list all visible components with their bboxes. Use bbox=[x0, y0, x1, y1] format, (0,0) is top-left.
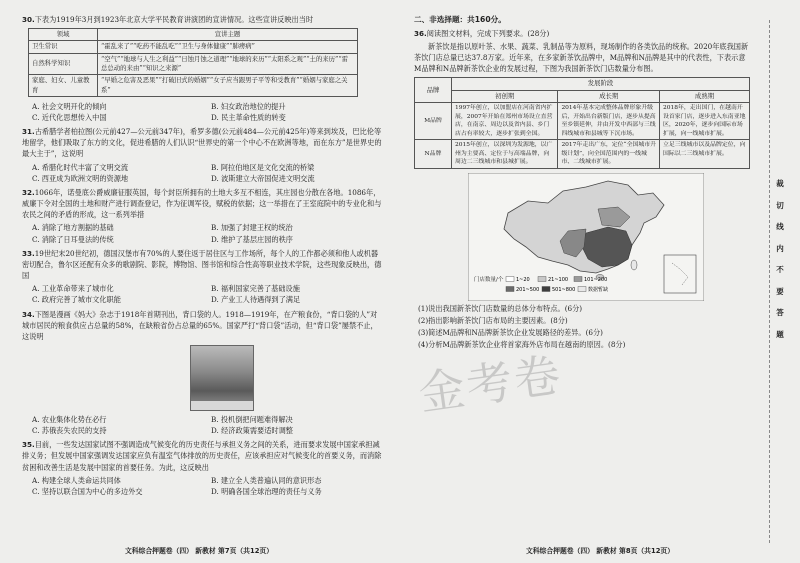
question-31 bbox=[22, 126, 382, 159]
section-title: 二、非选择题：共160分。 bbox=[414, 15, 506, 24]
options bbox=[32, 101, 382, 123]
question-number: 32. bbox=[22, 187, 35, 197]
table-cell: 家庭、妇女、儿童教育 bbox=[29, 75, 98, 97]
question-number: 33. bbox=[22, 248, 35, 258]
options bbox=[32, 162, 382, 184]
table-header-row bbox=[415, 90, 750, 102]
question-intro: 阅读图文材料，完成下列要求。(28分) bbox=[426, 28, 550, 38]
question-stem: 1066年，诺曼底公爵威廉征服英国，每个封臣所拥有的土地大多互不相连，其庄园也分散在各地。1086年，威廉下令对全国的土地和财产进行调查登记，作为征调军役，赋税的依据；这一举措在了王室庭院中的专业化和与农民之间的矛盾的形成，这一系列举措 bbox=[22, 187, 382, 220]
option: C. 坚持以联合国为中心的多边外交 bbox=[32, 486, 143, 496]
side-char: 线 bbox=[776, 222, 784, 231]
brand-development-table bbox=[414, 77, 750, 169]
table-header-cell: 领域 bbox=[29, 29, 98, 41]
question-32 bbox=[22, 187, 382, 220]
options bbox=[32, 222, 382, 244]
store-distribution-map bbox=[468, 173, 704, 301]
question-33 bbox=[22, 248, 382, 281]
question-stem: 下表为1919年3月到1923年北京大学平民教育讲演团的宣讲情况。这些宣讲反映出当时 bbox=[34, 15, 314, 24]
option: D. 民主革命性质的转变 bbox=[211, 113, 286, 122]
option: C. 近代化思想传入中国 bbox=[32, 113, 107, 122]
table-row bbox=[415, 102, 750, 139]
option: D. 波斯建立大帝国促进文明交流 bbox=[211, 173, 315, 183]
table-cell: M品牌 bbox=[415, 102, 452, 139]
option: D. 产业工人待遇得到了满足 bbox=[211, 295, 301, 305]
option: B. 阿拉伯地区是文化交流的桥梁 bbox=[211, 162, 315, 172]
side-char: 要 bbox=[776, 286, 784, 296]
side-char: 切 bbox=[776, 200, 784, 210]
question-number: 36. bbox=[414, 28, 427, 38]
sub-question: (1)说出我国新茶饮门店数量的总体分布特点。(6分) bbox=[418, 303, 583, 313]
option: D. 维护了基层庄园的秩序 bbox=[211, 234, 293, 244]
table-row bbox=[29, 75, 358, 97]
table-cell: 2015年创立，以深圳为发源地，以广州为主要高、定位于与高端品牌，向周边二三线城市和县城扩展。 bbox=[452, 140, 558, 169]
photo-caption-strip bbox=[191, 400, 253, 410]
question-number: 31. bbox=[22, 127, 35, 137]
option: A. 消除了地方割据的基础 bbox=[32, 223, 114, 233]
question-stem: 下图是漫画《妈大》杂志于1918年首期刊出，背口袋的人。1918—1919年，在产粮食份，“背口袋的人”对城市居民的粮食供应占总量的58%，在缺粮省份占总量的65%。国家严打“背口袋”活动，但“背口袋”屡禁不止，这说明 bbox=[22, 309, 378, 341]
legend-label: 数据暂缺 bbox=[588, 286, 609, 293]
side-char: 题 bbox=[776, 329, 784, 339]
legend-label: 201~500 bbox=[516, 286, 540, 293]
side-char: 裁 bbox=[776, 179, 784, 188]
page-footer: 文科综合押题卷（四） 新教材 第7页（共12页） bbox=[124, 547, 274, 556]
option: C. 西亚成为欧洲文明的资源地 bbox=[32, 173, 129, 183]
table-cell: 2018年，走出国门，在越南开设首家门店，逐步进入东南亚地区，2020年，逐步向国际市场扩展，向一线城市扩展。 bbox=[660, 102, 750, 139]
lecture-table bbox=[28, 28, 358, 97]
table-cell: 2014年基本完成整体品牌形象升级后，开始出台新版门店，逐步从提高至乡镇延伸，并由开发中西部与三线四线城市和县城等下沉市场。 bbox=[558, 102, 660, 139]
side-char: 答 bbox=[776, 308, 784, 317]
legend-swatch bbox=[538, 276, 546, 281]
table-header-cell: 发展阶段 bbox=[452, 78, 750, 90]
option: C. 政府完善了城市文化职能 bbox=[32, 295, 121, 305]
legend-label: 501~800 bbox=[552, 286, 576, 293]
question-stem: 19世纪末20世纪初，德国汉堡市有70%的人要住返于居住区与工作场所，每个人的工作都必须和他人或机器密切配合，鲁尔区还配有众多的歌剧院、影院，博物馆、图书馆和综合性高等职业技术学院，这些现象反映出，德国 bbox=[22, 248, 382, 281]
table-header-cell: 初创期 bbox=[452, 90, 558, 102]
table-cell: 立足三线城市以及品牌定位，向国际以二三线城市扩展。 bbox=[660, 140, 750, 169]
taiwan-shape bbox=[631, 260, 637, 270]
legend-label: 21~100 bbox=[548, 276, 569, 283]
option: C. 苏俄丧失农民的支持 bbox=[32, 426, 107, 436]
watermark: 金考卷 bbox=[415, 347, 566, 421]
option: D. 明确各国全球治理的责任与义务 bbox=[211, 486, 322, 496]
table-cell: “早婚之危害及恶果”“打破旧式的婚姻”“女子应当跟男子平等和受教育”“婚姻与家庭之关系” bbox=[98, 75, 358, 97]
side-char: 内 bbox=[776, 243, 784, 253]
historical-photo bbox=[190, 345, 254, 411]
question-35 bbox=[22, 439, 382, 472]
legend-title: 门店数量/个 bbox=[474, 276, 504, 283]
option: B. 加强了封建王权的统治 bbox=[211, 223, 293, 233]
right-page bbox=[400, 0, 800, 563]
page-footer: 文科综合押题卷（四） 新教材 第8页（共12页） bbox=[525, 547, 675, 556]
cut-line bbox=[769, 20, 770, 543]
sub-question: (4)分析M品牌新茶饮企业将首家海外店布局在越南的原因。(8分) bbox=[418, 340, 626, 350]
table-header-cell: 成长期 bbox=[558, 90, 660, 102]
legend-label: 101~200 bbox=[584, 276, 608, 283]
option: B. 福利国家完善了基础设施 bbox=[211, 284, 300, 294]
table-header-cell: 宣讲主题 bbox=[98, 29, 358, 41]
south-sea-inset bbox=[664, 255, 696, 293]
table-row bbox=[29, 53, 358, 75]
option: B. 建立全人类普遍认同的意识形态 bbox=[211, 475, 322, 485]
question-number: 30. bbox=[22, 15, 35, 24]
question-30 bbox=[22, 14, 382, 25]
sub-question: (2)指出影响新茶饮门店布局的主要因素。(8分) bbox=[418, 316, 568, 326]
question-number: 35. bbox=[22, 440, 35, 450]
legend-swatch bbox=[578, 286, 586, 291]
question-34 bbox=[22, 309, 382, 342]
question-number: 34. bbox=[22, 309, 35, 319]
sub-question: (3)简述M品牌和N品牌新茶饮企业发展路径的差异。(6分) bbox=[418, 328, 603, 338]
question-stem: 目前，一些发达国家试图不强调造成气候变化的历史责任与承担义务之间的关系，进而要求发展中国家承担减排义务；但发展中国家强调发达国家应负有温室气体排放的历史责任，应该承担应对气候变化的首要义务，而消除贫困和改善生活是发展中国家的首要任务。为此，这反映出 bbox=[22, 440, 382, 472]
table-header-cell: 成熟期 bbox=[660, 90, 750, 102]
table-header-row bbox=[415, 78, 750, 90]
legend-swatch bbox=[506, 276, 514, 281]
table-header-cell: 品牌 bbox=[415, 78, 452, 103]
table-row bbox=[415, 140, 750, 169]
legend-swatch bbox=[574, 276, 582, 281]
option: C. 消除了日耳曼法的传统 bbox=[32, 234, 114, 244]
table-row bbox=[29, 41, 358, 53]
question-36 bbox=[414, 28, 752, 39]
side-margin-notice bbox=[772, 180, 788, 352]
table-cell: 卫生常识 bbox=[29, 41, 98, 53]
option: A. 农业集体化势在必行 bbox=[32, 414, 107, 424]
question-paragraph: 新茶饮是指以原叶茶、水果、蔬菜、乳制品等为原料，现场制作的各类饮品的统称。2020年底我国新茶饮门店总量已达37.8万家。近年来，在多家新茶饮品牌中，M品牌和N品牌是其中的代表性，下表示意M品牌和N品牌新茶饮企业的发展过程，下图为我国新茶饮门店数量分布图。 bbox=[414, 41, 749, 74]
table-cell: “空气”“地球与人生之利益”“日蚀月蚀之道理”“地球的来历”“太阳系之观”“土的来历”“雷总总动的来由”“知识之来源” bbox=[98, 53, 358, 75]
options bbox=[32, 283, 382, 305]
side-char: 不 bbox=[776, 265, 784, 274]
legend-swatch bbox=[506, 286, 514, 291]
option: A. 希腊化时代丰富了文明交流 bbox=[32, 162, 129, 172]
table-cell: 2017年走出广东，定位“全国城市升级计划”，向全国范围内的一线城市、二线城市扩展。 bbox=[558, 140, 660, 169]
table-cell: 1997年创立，以加盟店在河南省内扩展，2007年开始在郑州市场设立直营店，在南京、周边以及省内县、乡门店占有率较大，逐步扩张到全国。 bbox=[452, 102, 558, 139]
option: D. 经济政策需要适时调整 bbox=[211, 426, 293, 436]
legend-swatch bbox=[542, 286, 550, 291]
option: A. 工业革命带来了城市化 bbox=[32, 284, 114, 294]
option: B. 投机倒把问题难得解决 bbox=[211, 414, 293, 424]
left-page bbox=[0, 0, 398, 563]
china-map-graphic bbox=[468, 173, 704, 301]
question-stem: 古希腊学者柏拉图(公元前427—公元前347年)，希罗多德(公元前484—公元前425年)等来到埃及，巴比伦等地留学，他们吸取了东方的文化，促进希腊的人们认识“世界史的第一个中心不在欧洲等地，而在东方”是世界史的最大主于”，这说明 bbox=[22, 127, 382, 159]
option: B. 妇女政治地位的提升 bbox=[211, 101, 286, 111]
options bbox=[32, 414, 382, 436]
option: A. 构建全球人类命运共同体 bbox=[32, 475, 121, 485]
table-cell: “霍乱来了”“吃药不能乱吃”“卫生与身体健康”“肺痨病” bbox=[98, 41, 358, 53]
table-cell: 自然科学知识 bbox=[29, 53, 98, 75]
table-header-row bbox=[29, 29, 358, 41]
options bbox=[32, 475, 382, 497]
table-cell: N品牌 bbox=[415, 140, 452, 169]
legend-label: 1~20 bbox=[516, 276, 530, 283]
option: A. 社会文明开化的倾向 bbox=[32, 101, 107, 111]
